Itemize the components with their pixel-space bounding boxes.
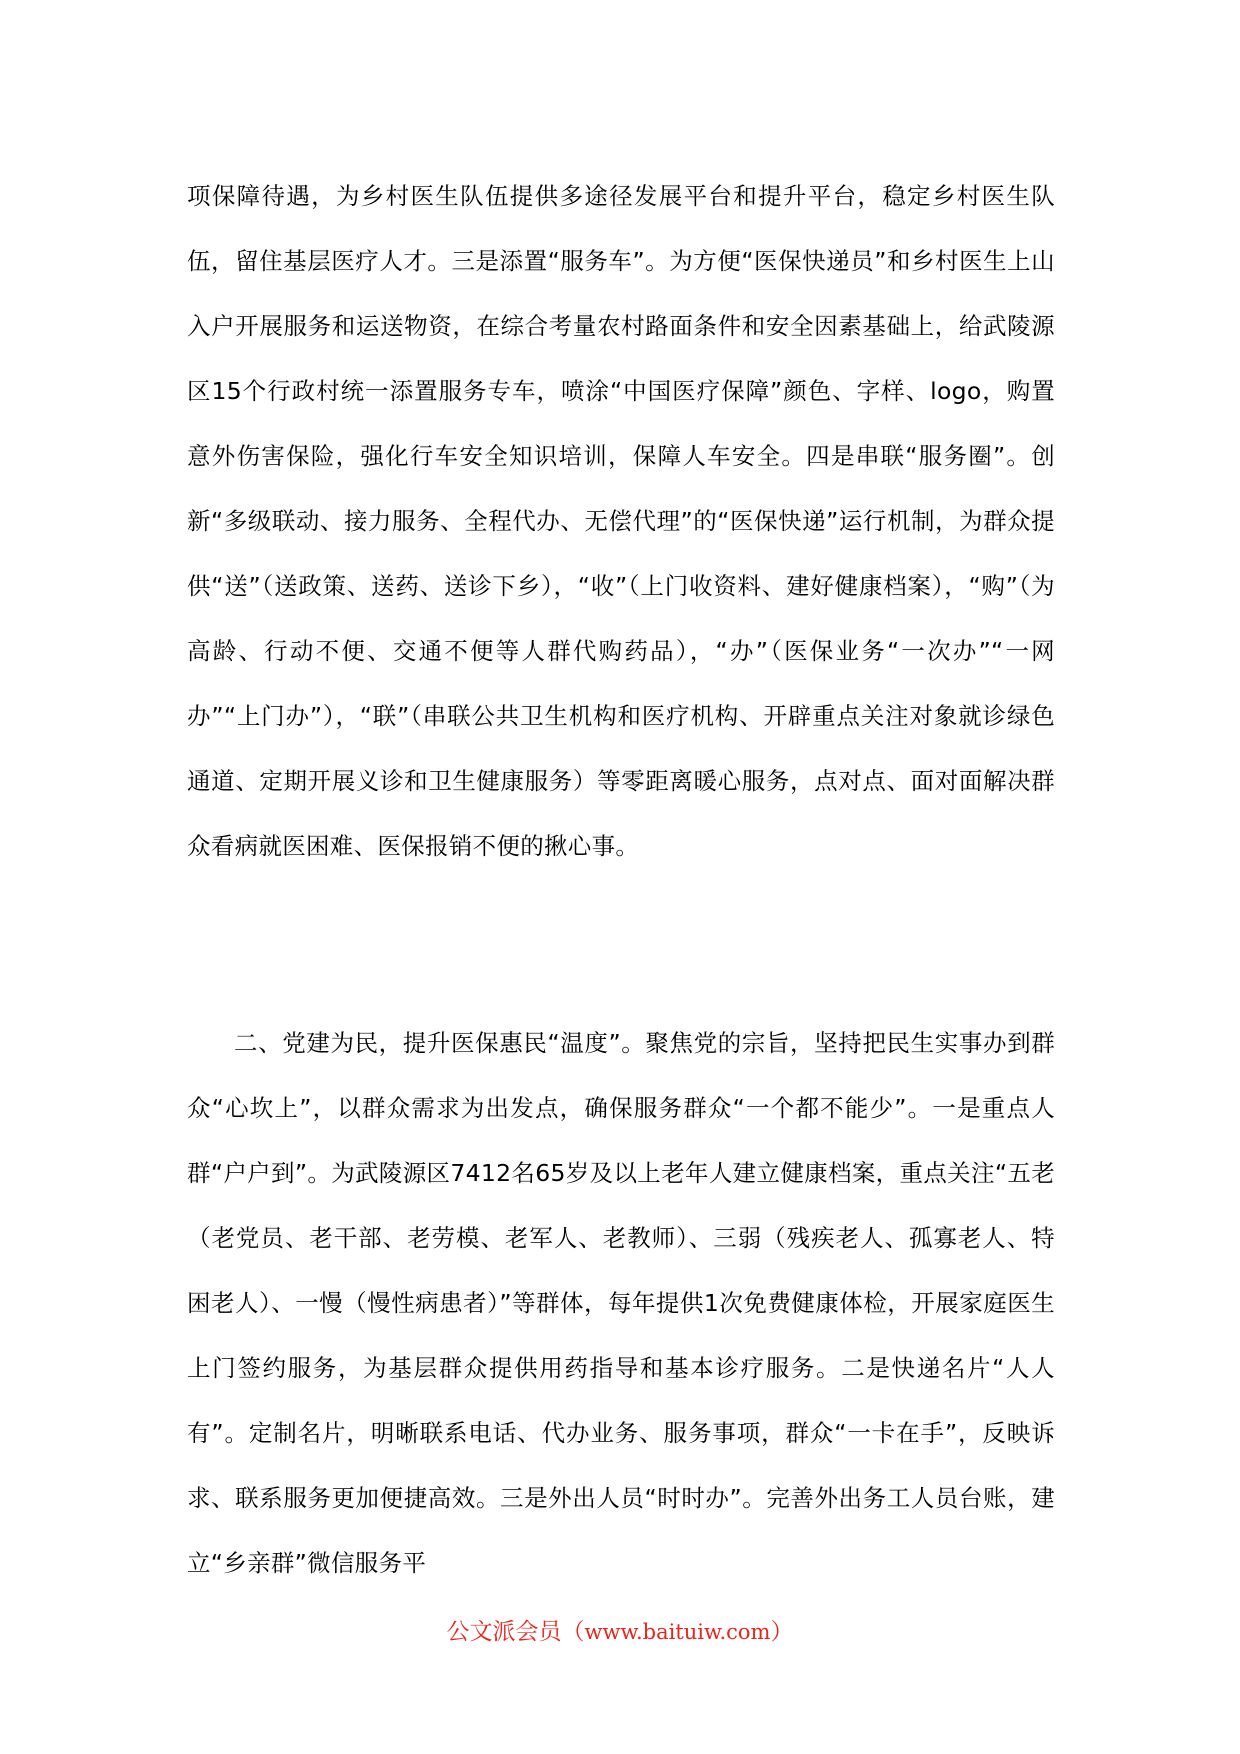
footer-label: 公文派会员（ [446, 1619, 585, 1645]
footer-watermark [0, 1613, 1240, 1646]
footer-close: ） [770, 1619, 794, 1645]
paragraph-section-two: 二、党建为民，提升医保惠民“温度”。聚焦党的宗旨，坚持把民生实事办到群众“心坎上”，以群众需求为出发点，确保服务群众“一个都不能少”。一是重点人群“户户到”。为武陵源区7412名65岁及以上老年人建立健康档案，重点关注“五老（老党员、老干部、老劳模、老军人、老教师）、三弱（残疾老人、孤寡老人、特困老人）、一慢（慢性病患者）”等群体，每年提供1次免费健康体检，开展家庭医生上门签约服务，为基层群众提供用药指导和基本诊疗服务。二是快递名片“人人有”。定制名片，明晰联系电话、代办业务、服务事项，群众“一卡在手”，反映诉求、联系服务更加便捷高效。三是外出人员“时时办”。完善外出务工人员台账，建立“乡亲群”微信服务平 [187, 1029, 1055, 1577]
paragraph-continuation: 项保障待遇，为乡村医生队伍提供多途径发展平台和提升平台，稳定乡村医生队伍，留住基层医疗人才。三是添置“服务车”。为方便“医保快递员”和乡村医生上山入户开展服务和运送物资，在综合考量农村路面条件和安全因素基础上，给武陵源区15个行政村统一添置服务专车，喷涂“中国医疗保障”颜色、字样、logo，购置意外伤害保险，强化行车安全知识培训，保障人车安全。四是串联“服务圈”。创新“多级联动、接力服务、全程代办、无偿代理”的“医保快递”运行机制，为群众提供“送”（送政策、送药、送诊下乡），“收”（上门收资料、建好健康档案），“购”（为高龄、行动不便、交通不便等人群代购药品），“办”（医保业务“一次办”“一网办”“上门办”），“联”（串联公共卫生机构和医疗机构、开辟重点关注对象就诊绿色通道、定期开展义诊和卫生健康服务）等零距离暖心服务，点对点、面对面解决群众看病就医困难、医保报销不便的揪心事。 [187, 182, 1055, 860]
footer-url-link[interactable]: www.baituiw.com [584, 1620, 771, 1644]
